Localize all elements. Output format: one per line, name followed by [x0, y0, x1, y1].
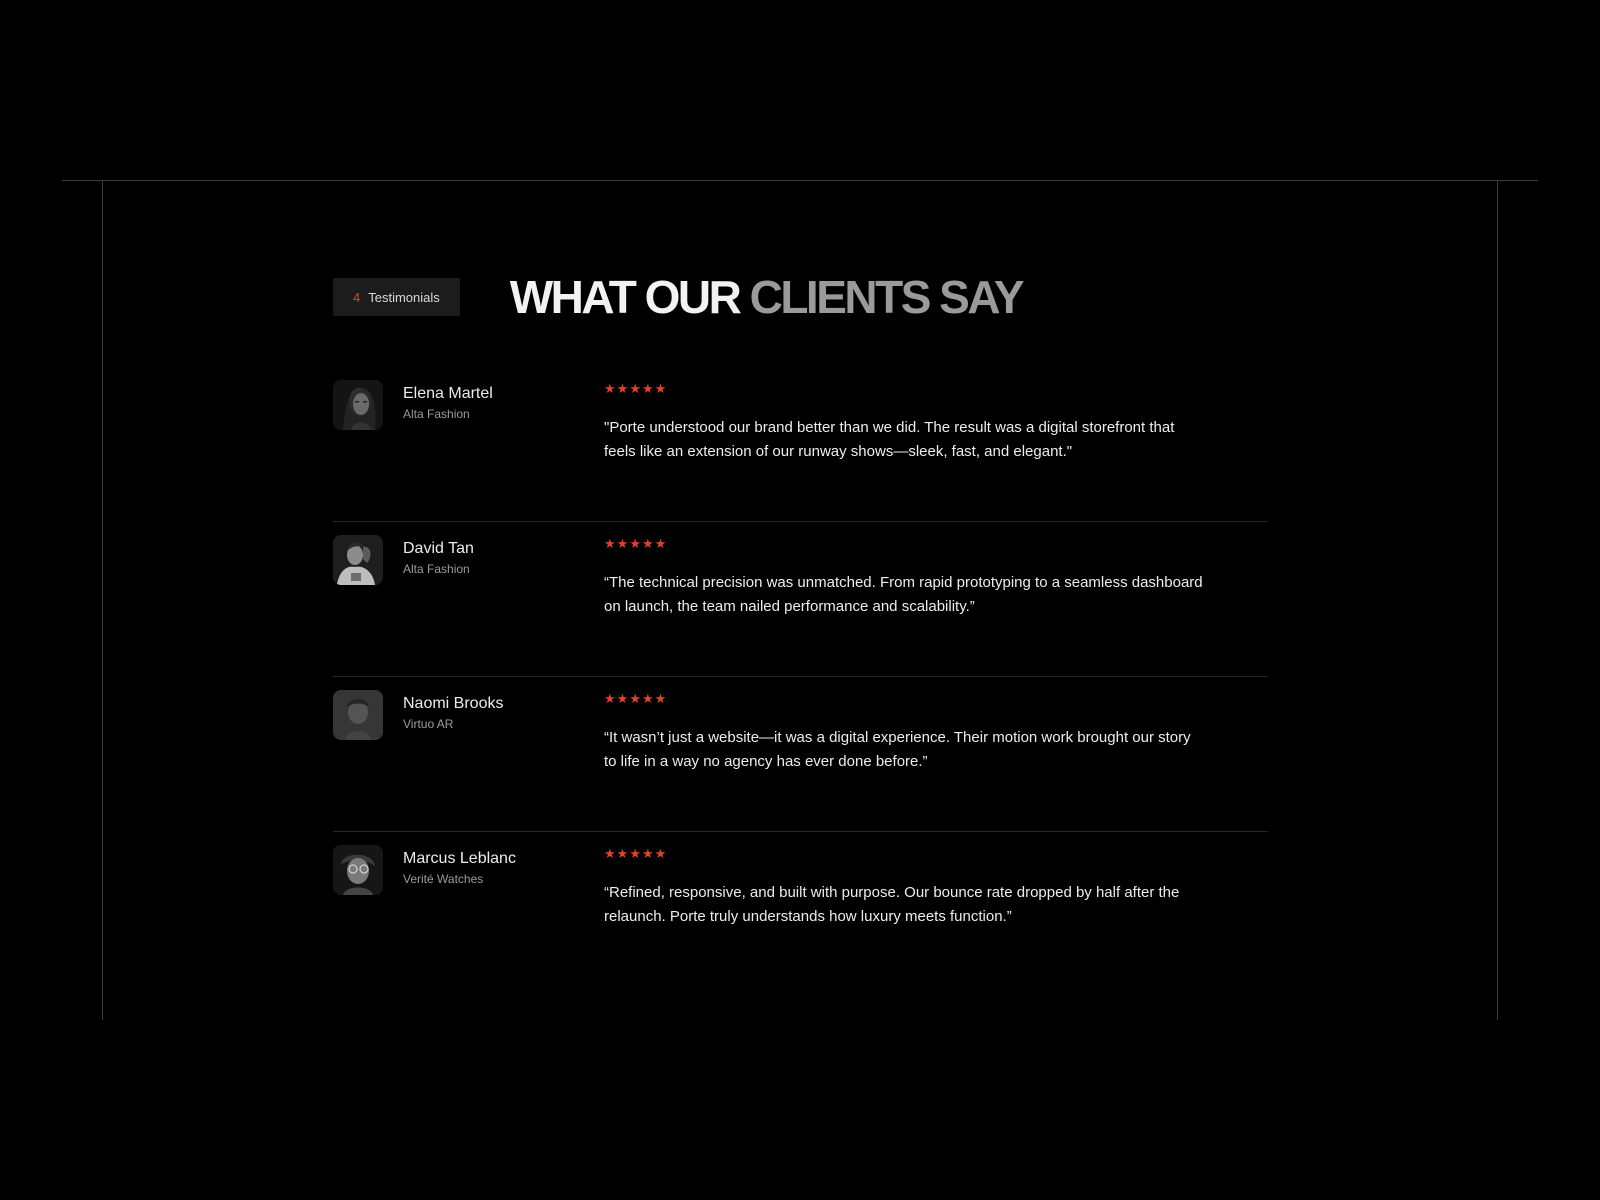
testimonial-review — [604, 535, 1268, 676]
testimonial-quote: "Porte understood our brand better than we did. The result was a digital storefront that feels like an extension of our runway shows—sleek, fast, and elegant." — [604, 419, 1175, 460]
author-name: Naomi Brooks — [403, 695, 504, 712]
star-icon: ★ — [629, 536, 641, 551]
testimonial-quote: “Refined, responsive, and built with purpose. Our bounce rate dropped by half after the relaunch. Porte truly understands how luxury meets function.” — [604, 884, 1180, 925]
testimonial-author — [333, 845, 604, 987]
testimonial-item — [333, 832, 1268, 987]
testimonial-review — [604, 845, 1268, 987]
author-company: Virtuo AR — [403, 717, 454, 731]
testimonials-badge-label: Testimonials — [368, 289, 440, 305]
section-heading — [510, 272, 1022, 322]
section-header — [333, 272, 1268, 322]
star-icon: ★ — [654, 691, 667, 706]
avatar — [333, 845, 383, 895]
star-icon: ★ — [616, 536, 629, 551]
author-company: Verité Watches — [403, 872, 484, 886]
star-icon: ★ — [604, 381, 616, 396]
testimonial-review — [604, 380, 1268, 521]
frame-left-border — [102, 180, 103, 1020]
frame-top-border — [62, 180, 1538, 181]
star-icon: ★ — [604, 846, 616, 861]
testimonials-section — [333, 272, 1268, 987]
star-icon: ★ — [654, 846, 667, 861]
avatar — [333, 690, 383, 740]
star-icon: ★ — [641, 691, 654, 706]
author-name: David Tan — [403, 540, 474, 557]
star-icon: ★ — [616, 381, 629, 396]
star-icon: ★ — [641, 536, 654, 551]
heading-part-primary: WHAT OUR — [509, 271, 750, 323]
testimonials-list — [333, 367, 1268, 987]
testimonial-author — [333, 690, 604, 831]
testimonial-item — [333, 367, 1268, 522]
testimonial-author — [333, 380, 604, 521]
testimonial-quote: “It wasn’t just a website—it was a digital experience. Their motion work brought our story to life in a way no agency has ever done before.” — [604, 729, 1191, 770]
star-icon: ★ — [629, 846, 641, 861]
author-name: Marcus Leblanc — [403, 850, 516, 867]
star-icon: ★ — [641, 381, 654, 396]
testimonial-item — [333, 522, 1268, 677]
star-rating — [604, 692, 1268, 706]
star-icon: ★ — [604, 536, 616, 551]
avatar — [333, 535, 383, 585]
testimonials-count: 4 — [353, 289, 361, 305]
star-rating — [604, 382, 1268, 396]
star-rating — [604, 537, 1268, 551]
star-icon: ★ — [629, 381, 641, 396]
star-icon: ★ — [654, 536, 667, 551]
star-icon: ★ — [604, 691, 616, 706]
heading-part-secondary: CLIENTS SAY — [749, 271, 1023, 323]
star-icon: ★ — [641, 846, 654, 861]
testimonials-badge — [333, 278, 460, 316]
author-name: Elena Martel — [403, 385, 493, 402]
star-rating — [604, 847, 1268, 861]
testimonial-review — [604, 690, 1268, 831]
author-company: Alta Fashion — [403, 407, 470, 421]
avatar — [333, 380, 383, 430]
frame-right-border — [1497, 180, 1498, 1020]
star-icon: ★ — [616, 846, 629, 861]
author-company: Alta Fashion — [403, 562, 470, 576]
testimonial-item — [333, 677, 1268, 832]
testimonial-author — [333, 535, 604, 676]
testimonial-quote: “The technical precision was unmatched. From rapid prototyping to a seamless dashboard on launch, the team nailed performance and scalability.” — [604, 574, 1203, 615]
star-icon: ★ — [629, 691, 641, 706]
star-icon: ★ — [654, 381, 667, 396]
star-icon: ★ — [616, 691, 629, 706]
